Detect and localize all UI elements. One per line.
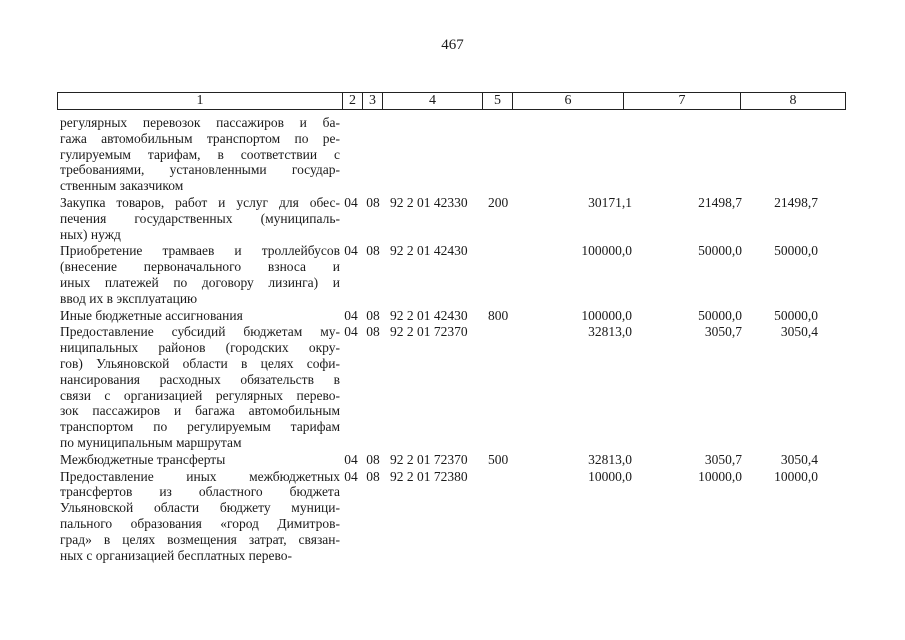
row-name-line: Межбюджетные трансферты xyxy=(60,451,226,467)
amount-col-6: 100000,0 xyxy=(581,307,632,323)
amount-col-7: 3050,7 xyxy=(704,324,742,340)
column-header-7: 7 xyxy=(624,93,741,110)
amount-col-7 xyxy=(660,115,772,194)
amount-col-7: 10000,0 xyxy=(698,468,742,484)
subsection-code: 08 xyxy=(366,194,380,210)
expense-type-code xyxy=(484,115,522,194)
row-name-line: ственным заказчиком xyxy=(60,178,184,194)
column-header-8: 8 xyxy=(741,93,846,110)
row-name xyxy=(60,468,340,564)
row-name-line: град» в целях возмещения затрат, связан- xyxy=(60,531,340,547)
amount-col-8 xyxy=(772,115,850,194)
column-header-2: 2 xyxy=(343,93,363,110)
amount-col-8: 21498,7 xyxy=(774,194,818,210)
row-name-line: (внесение первоначального взноса и xyxy=(60,259,340,275)
row-name-line: Закупка товаров, работ и услуг для обес- xyxy=(60,194,340,210)
amount-col-7: 50000,0 xyxy=(698,307,742,323)
budget-table xyxy=(60,115,850,563)
row-name-line: гажа автомобильным транспортом по ре- xyxy=(60,130,340,146)
expense-type-code xyxy=(484,323,522,450)
row-name-line: Предоставление иных межбюджетных xyxy=(60,468,340,484)
section-code: 04 xyxy=(344,468,358,484)
section-code: 04 xyxy=(344,194,358,210)
section-code: 04 xyxy=(344,451,358,467)
amount-col-6: 32813,0 xyxy=(588,324,632,340)
row-name-line: иных платежей по договору лизинга) и xyxy=(60,274,340,290)
column-header-3: 3 xyxy=(363,93,383,110)
table-row xyxy=(60,194,850,242)
amount-col-8: 3050,4 xyxy=(780,324,818,340)
row-name-line: нансирования расходных обязательств в xyxy=(60,371,340,387)
row-name-line: ниципальных районов (городских окру- xyxy=(60,340,340,356)
amount-col-6: 10000,0 xyxy=(588,468,632,484)
row-name-line: требованиями, установленными государ- xyxy=(60,162,340,178)
page-number: 467 xyxy=(441,37,464,53)
subsection-code: 08 xyxy=(366,324,380,340)
target-article-code: 92 2 01 72370 xyxy=(390,451,468,467)
row-name-line: печения государственных (муниципаль- xyxy=(60,210,340,226)
table-row xyxy=(60,242,850,306)
target-article-code: 92 2 01 72380 xyxy=(390,468,468,484)
subsection-code: 08 xyxy=(366,468,380,484)
table-row xyxy=(60,115,850,194)
table-row xyxy=(60,307,850,324)
row-name xyxy=(60,323,340,450)
amount-col-8: 10000,0 xyxy=(774,468,818,484)
column-header-4: 4 xyxy=(383,93,483,110)
column-header-6: 6 xyxy=(513,93,624,110)
section-code: 04 xyxy=(344,243,358,259)
column-header-5: 5 xyxy=(483,93,513,110)
target-article-code: 92 2 01 72370 xyxy=(390,324,468,340)
expense-type-code: 200 xyxy=(488,194,509,210)
subsection-code: 08 xyxy=(366,307,380,323)
row-name-line: Иные бюджетные ассигнования xyxy=(60,307,243,323)
amount-col-6: 100000,0 xyxy=(581,243,632,259)
row-name-line: Предоставление субсидий бюджетам му- xyxy=(60,324,340,340)
amount-col-8: 50000,0 xyxy=(774,243,818,259)
column-header-row xyxy=(58,93,846,110)
expense-type-code: 500 xyxy=(488,451,509,467)
amount-col-6: 30171,1 xyxy=(588,194,632,210)
row-name-line: Приобретение трамваев и троллейбусов xyxy=(60,243,340,259)
amount-col-6 xyxy=(522,115,660,194)
amount-col-7: 3050,7 xyxy=(704,451,742,467)
subsection-code: 08 xyxy=(366,451,380,467)
row-name-line: ввод их в эксплуатацию xyxy=(60,290,198,306)
section-code: 04 xyxy=(344,324,358,340)
column-header-table xyxy=(57,92,846,110)
expense-type-code: 800 xyxy=(488,307,509,323)
table-row xyxy=(60,323,850,450)
amount-col-6: 32813,0 xyxy=(588,451,632,467)
row-name-line: трансфертов из областного бюджета xyxy=(60,484,340,500)
section-code xyxy=(340,115,362,194)
row-name-line: ных с организацией бесплатных перево- xyxy=(60,547,293,563)
row-name xyxy=(60,242,340,306)
expense-type-code xyxy=(484,468,522,564)
row-name-line: ных) нужд xyxy=(60,226,121,242)
row-name-line: регулярных перевозок пассажиров и ба- xyxy=(60,115,340,130)
target-article-code: 92 2 01 42430 xyxy=(390,243,468,259)
row-name-line: Ульяновской области бюджету муници- xyxy=(60,500,340,516)
amount-col-7: 50000,0 xyxy=(698,243,742,259)
subsection-code: 08 xyxy=(366,243,380,259)
row-name-line: гулируемым тарифам, в соответствии с xyxy=(60,146,340,162)
subsection-code xyxy=(362,115,384,194)
table-row xyxy=(60,451,850,468)
row-name-line: транспортом по регулируемым тарифам xyxy=(60,419,340,435)
row-name-line: по муниципальным маршрутам xyxy=(60,434,242,450)
target-article-code: 92 2 01 42330 xyxy=(390,194,468,210)
section-code: 04 xyxy=(344,307,358,323)
row-name xyxy=(60,115,340,194)
row-name-line: связи с организацией регулярных перево- xyxy=(60,387,340,403)
row-name-line: гов) Ульяновской области в целях софи- xyxy=(60,355,340,371)
column-header-1: 1 xyxy=(58,93,343,110)
target-article-code: 92 2 01 42430 xyxy=(390,307,468,323)
row-name xyxy=(60,307,340,324)
target-article-code xyxy=(384,115,484,194)
expense-type-code xyxy=(484,242,522,306)
amount-col-8: 50000,0 xyxy=(774,307,818,323)
table-row xyxy=(60,468,850,564)
row-name xyxy=(60,451,340,468)
amount-col-7: 21498,7 xyxy=(698,194,742,210)
row-name-line: зок пассажиров и багажа автомобильным xyxy=(60,403,340,419)
row-name-line: пального образования «город Димитров- xyxy=(60,515,340,531)
row-name xyxy=(60,194,340,242)
amount-col-8: 3050,4 xyxy=(780,451,818,467)
